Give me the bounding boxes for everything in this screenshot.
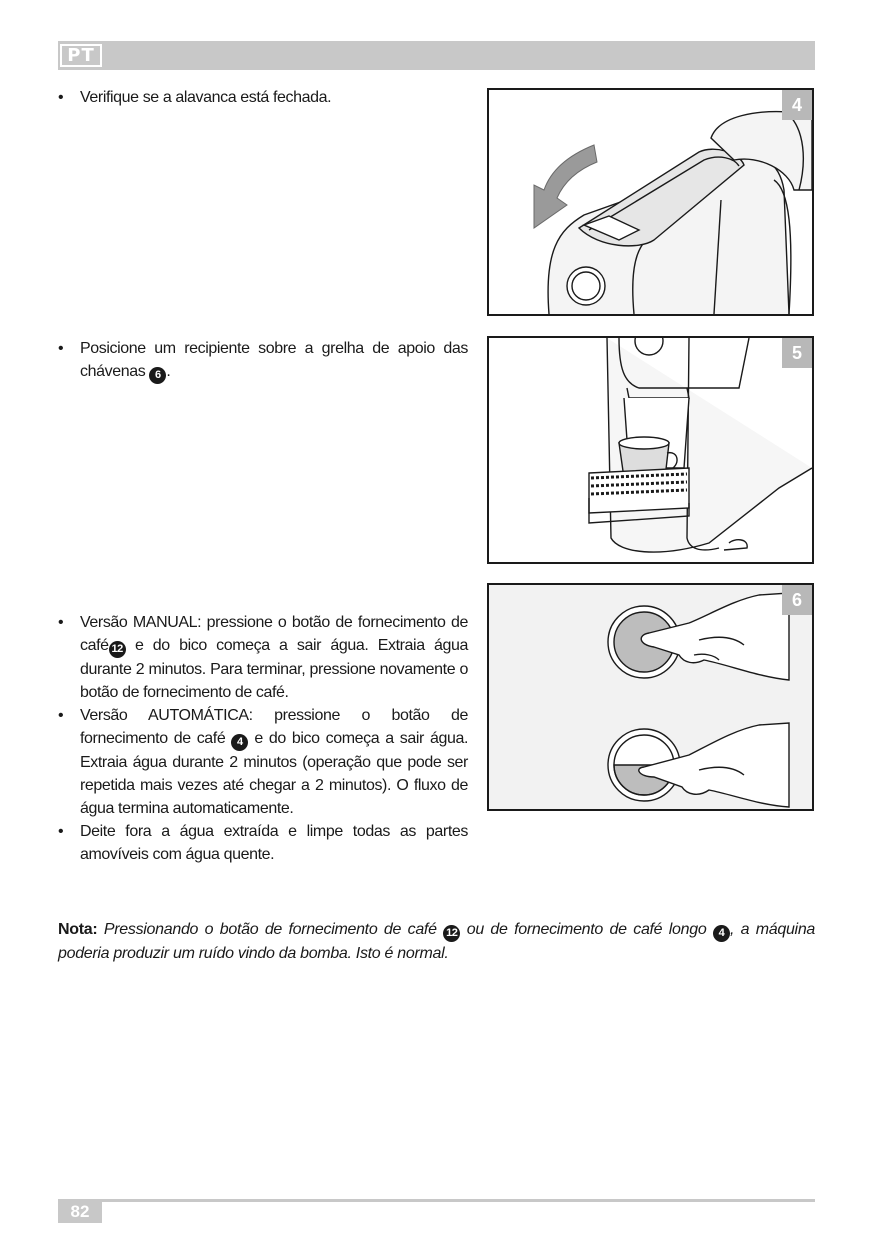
footer-line [58, 1199, 815, 1202]
figure-5-cup-on-grid [487, 336, 814, 564]
bullet-item-manual [58, 611, 468, 704]
figure-4-lever-closed [487, 88, 814, 316]
note-text: Pressionando o botão de fornecimento de café [97, 921, 444, 938]
bullet-end: . [166, 363, 171, 380]
bullet-item-automatic [58, 704, 468, 820]
finger-pressing-buttons-illustration [489, 585, 812, 809]
figure-number: 4 [782, 90, 812, 120]
bullet-item: • Verifique se a alavanca está fechada. [58, 86, 468, 109]
note-text: , a máquina poderia produzir um ruído vindo da bomba. Isto é normal. [58, 921, 816, 962]
note-text: ou de fornecimento de café longo [460, 921, 713, 938]
note-paragraph [58, 918, 815, 966]
ref-number-badge: 4 [713, 925, 730, 942]
note-label: Nota: [58, 921, 98, 938]
bullet-item-clean: • Deite fora a água extraída e limpe todas as partes amovíveis com água quente. [58, 820, 468, 866]
ref-number-badge: 4 [231, 734, 248, 751]
language-tag: PT [60, 44, 102, 67]
cup-on-drip-tray-illustration [489, 338, 812, 562]
machine-top-illustration [489, 90, 812, 314]
figure-6-press-buttons [487, 583, 814, 811]
bullet-text: e do bico começa a sair água. Extraia água durante 2 minutos. Para terminar, pressione novamente o botão de fornecimento de café. [80, 637, 468, 701]
ref-number-badge: 12 [443, 925, 460, 942]
bullet-text: e do bico começa a sair água. Extraia água durante 2 minutos (operação que pode ser repetida mais vezes até chegar a 2 minutos). O fluxo de água termina automaticamente. [80, 730, 468, 817]
figure-number: 5 [782, 338, 812, 368]
ref-number-badge: 12 [109, 641, 126, 658]
section-3-text [58, 611, 468, 866]
page-number: 82 [58, 1201, 102, 1223]
section-1-text [58, 86, 468, 109]
bullet-text: Posicione um recipiente sobre a grelha de apoio das chávenas [80, 340, 468, 380]
bullet-item [58, 337, 468, 384]
section-2-text [58, 337, 468, 384]
header-bar [58, 41, 815, 70]
figure-number: 6 [782, 585, 812, 615]
bullet-text: Versão MANUAL: pressione o botão de fornecimento de café [80, 614, 468, 654]
ref-number-badge: 6 [149, 367, 166, 384]
bullet-text: Versão AUTOMÁTICA: pressione o botão de fornecimento de café [80, 707, 468, 747]
